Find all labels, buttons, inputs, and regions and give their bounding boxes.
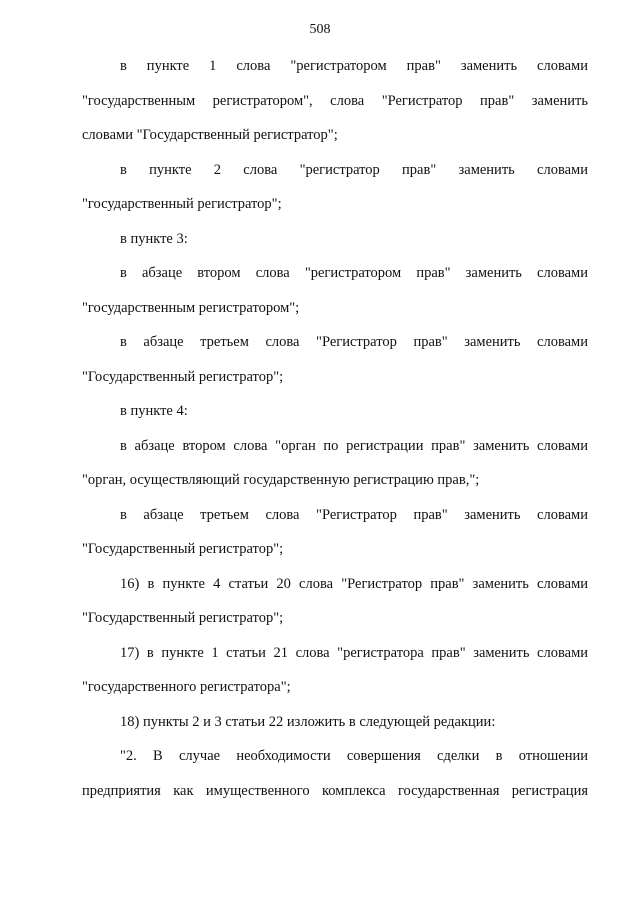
text-line: в пункте 2 слова "регистратор прав" заменить словами bbox=[120, 162, 588, 178]
text-line: в абзаце втором слова "орган по регистрации прав" заменить словами bbox=[120, 438, 588, 454]
text-line: "2. В случае необходимости совершения сделки в отношении bbox=[120, 748, 588, 764]
text-line: 16) в пункте 4 статьи 20 слова "Регистратор прав" заменить словами bbox=[120, 576, 588, 592]
text-line: в абзаце третьем слова "Регистратор прав" заменить словами bbox=[120, 507, 588, 523]
text-line: в абзаце третьем слова "Регистратор прав" заменить словами bbox=[120, 334, 588, 350]
text-line: словами "Государственный регистратор"; bbox=[82, 127, 338, 143]
text-line: "государственного регистратора"; bbox=[82, 679, 291, 695]
text-line: "государственным регистратором", слова "Регистратор прав" заменить bbox=[82, 93, 588, 109]
text-line: 18) пункты 2 и 3 статьи 22 изложить в следующей редакции: bbox=[120, 714, 496, 730]
text-line: предприятия как имущественного комплекса государственная регистрация bbox=[82, 783, 588, 799]
text-line: "Государственный регистратор"; bbox=[82, 369, 284, 385]
text-line: в пункте 4: bbox=[120, 403, 188, 419]
text-line: "Государственный регистратор"; bbox=[82, 610, 284, 626]
text-line: "орган, осуществляющий государственную регистрацию прав,"; bbox=[82, 472, 480, 488]
text-line: в абзаце втором слова "регистратором прав" заменить словами bbox=[120, 265, 588, 281]
text-line: в пункте 3: bbox=[120, 231, 188, 247]
text-line: "Государственный регистратор"; bbox=[82, 541, 284, 557]
text-line: "государственным регистратором"; bbox=[82, 300, 300, 316]
text-line: "государственный регистратор"; bbox=[82, 196, 282, 212]
text-line: 17) в пункте 1 статьи 21 слова "регистратора прав" заменить словами bbox=[120, 645, 588, 661]
text-line: в пункте 1 слова "регистратором прав" заменить словами bbox=[120, 58, 588, 74]
page-number: 508 bbox=[309, 22, 331, 37]
